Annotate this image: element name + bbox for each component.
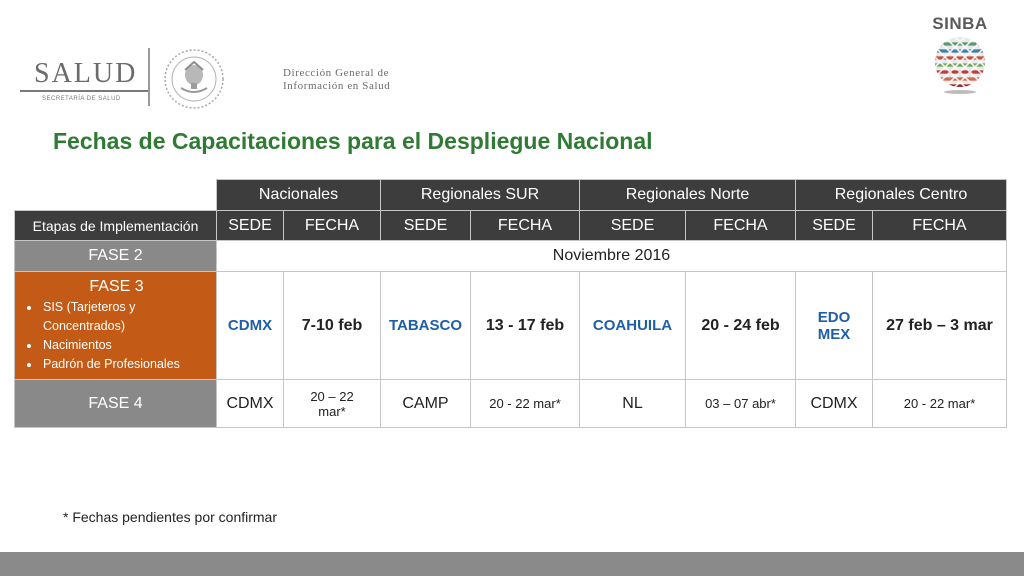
fase3-sede-norte: COAHUILA	[580, 272, 686, 380]
dg-info-text	[283, 67, 390, 93]
group-header-regionales-norte: Regionales Norte	[580, 180, 796, 211]
fase2-row	[15, 241, 1007, 272]
group-header-regionales-centro: Regionales Centro	[796, 180, 1007, 211]
logo-divider	[148, 48, 150, 106]
fase3-fecha-sur: 13 - 17 feb	[471, 272, 580, 380]
footnote: * Fechas pendientes por confirmar	[63, 509, 277, 525]
fase4-label: FASE 4	[15, 380, 217, 428]
sede-header: SEDE	[381, 211, 471, 241]
group-header-regionales-sur: Regionales SUR	[381, 180, 580, 211]
salud-logo-text: SALUD	[34, 58, 138, 89]
fecha-header: FECHA	[471, 211, 580, 241]
dg-line-2: Información en Salud	[283, 80, 391, 92]
sede-header: SEDE	[580, 211, 686, 241]
fase3-fecha-norte: 20 - 24 feb	[686, 272, 796, 380]
sede-header: SEDE	[796, 211, 873, 241]
sinba-logo-text: SINBA	[932, 14, 988, 33]
list-item: • SIS (Tarjeteros y Concentrados)	[41, 298, 210, 336]
dg-line-1: Dirección General de	[283, 67, 390, 79]
page-title: Fechas de Capacitaciones para el Despliegue Nacional	[53, 128, 653, 154]
fase2-label: FASE 2	[15, 241, 217, 272]
salud-logo-rule	[20, 90, 148, 92]
fase3-fecha-centro: 27 feb – 3 mar	[873, 272, 1007, 380]
group-header-nacionales: Nacionales	[217, 180, 381, 211]
fase4-sede-norte: NL	[580, 380, 686, 428]
salud-logo	[20, 52, 148, 112]
fase3-sede-centro: EDO MEX	[796, 272, 873, 380]
fase3-fecha-nacionales: 7-10 feb	[284, 272, 381, 380]
fase4-fecha-norte: 03 – 07 abr*	[686, 380, 796, 428]
sub-header-row	[15, 211, 1007, 241]
sede-header: SEDE	[217, 211, 284, 241]
fase4-fecha-nacionales: 20 – 22 mar*	[284, 380, 381, 428]
fase4-sede-nacionales: CDMX	[217, 380, 284, 428]
header-empty-cell	[15, 180, 217, 211]
group-header-row	[15, 180, 1007, 211]
stage-label: Etapas de Implementación	[15, 211, 217, 241]
fase4-fecha-centro: 20 - 22 mar*	[873, 380, 1007, 428]
list-item: • Nacimientos	[41, 336, 210, 355]
fase3-sede-sur: TABASCO	[381, 272, 471, 380]
list-item: • Padrón de Profesionales	[41, 355, 210, 374]
training-schedule-table	[14, 179, 1007, 428]
sinba-logo	[922, 14, 998, 100]
fase3-cell	[15, 272, 217, 380]
fase4-fecha-sur: 20 - 22 mar*	[471, 380, 580, 428]
fase4-row	[15, 380, 1007, 428]
fase3-label: FASE 3	[89, 278, 144, 295]
fecha-header: FECHA	[873, 211, 1007, 241]
national-seal-icon	[163, 48, 225, 110]
salud-logo-subtitle: SECRETARÍA DE SALUD	[42, 96, 121, 102]
fase4-sede-sur: CAMP	[381, 380, 471, 428]
fase3-row	[15, 272, 1007, 380]
fase2-date: Noviembre 2016	[217, 241, 1007, 272]
fecha-header: FECHA	[686, 211, 796, 241]
bottom-bar	[0, 552, 1024, 576]
fase3-list	[23, 298, 210, 374]
fecha-header: FECHA	[284, 211, 381, 241]
fase3-sede-nacionales: CDMX	[217, 272, 284, 380]
sinba-globe-icon	[934, 36, 986, 96]
fase4-sede-centro: CDMX	[796, 380, 873, 428]
